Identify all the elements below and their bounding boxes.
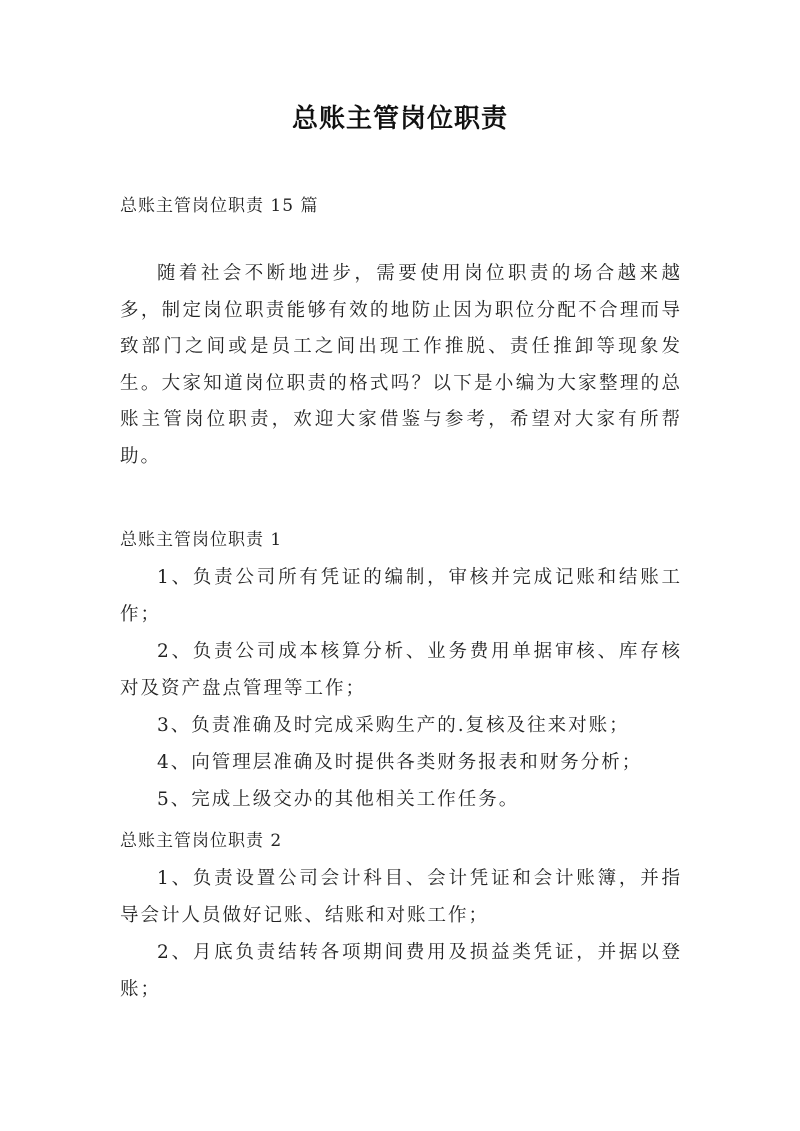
- duty-item: 1、负责设置公司会计科目、会计凭证和会计账簿，并指导会计人员做好记账、结账和对账工作；: [120, 868, 682, 926]
- intro-paragraph: 随着社会不断地进步，需要使用岗位职责的场合越来越多，制定岗位职责能够有效的地防止因为职位分配不合理而导致部门之间或是员工之间出现工作推脱、责任推卸等现象发生。大家知道岗位职责的格式吗？以下是小编为大家整理的总账主管岗位职责，欢迎大家借鉴与参考，希望对大家有所帮助。: [120, 263, 682, 467]
- section-heading: 总账主管岗位职责 1: [120, 530, 283, 550]
- duty-item: 1、负责公司所有凭证的编制，审核并完成记账和结账工作；: [120, 567, 682, 625]
- duty-item: 2、月底负责结转各项期间费用及损益类凭证，并据以登账；: [120, 942, 682, 1000]
- document-subtitle: 总账主管岗位职责 15 篇: [120, 196, 319, 216]
- duty-item: 4、向管理层准确及时提供各类财务报表和财务分析；: [157, 752, 643, 773]
- section-1: [120, 522, 682, 818]
- duty-item: 5、完成上级交办的其他相关工作任务。: [157, 789, 520, 810]
- section-heading: 总账主管岗位职责 2: [120, 831, 283, 851]
- duty-item: 3、负责准确及时完成采购生产的.复核及往来对账；: [157, 715, 630, 736]
- page-title: 总账主管岗位职责: [291, 104, 508, 134]
- section-2: [120, 823, 682, 1008]
- duty-item: 2、负责公司成本核算分析、业务费用单据审核、库存核对及资产盘点管理等工作；: [120, 641, 682, 699]
